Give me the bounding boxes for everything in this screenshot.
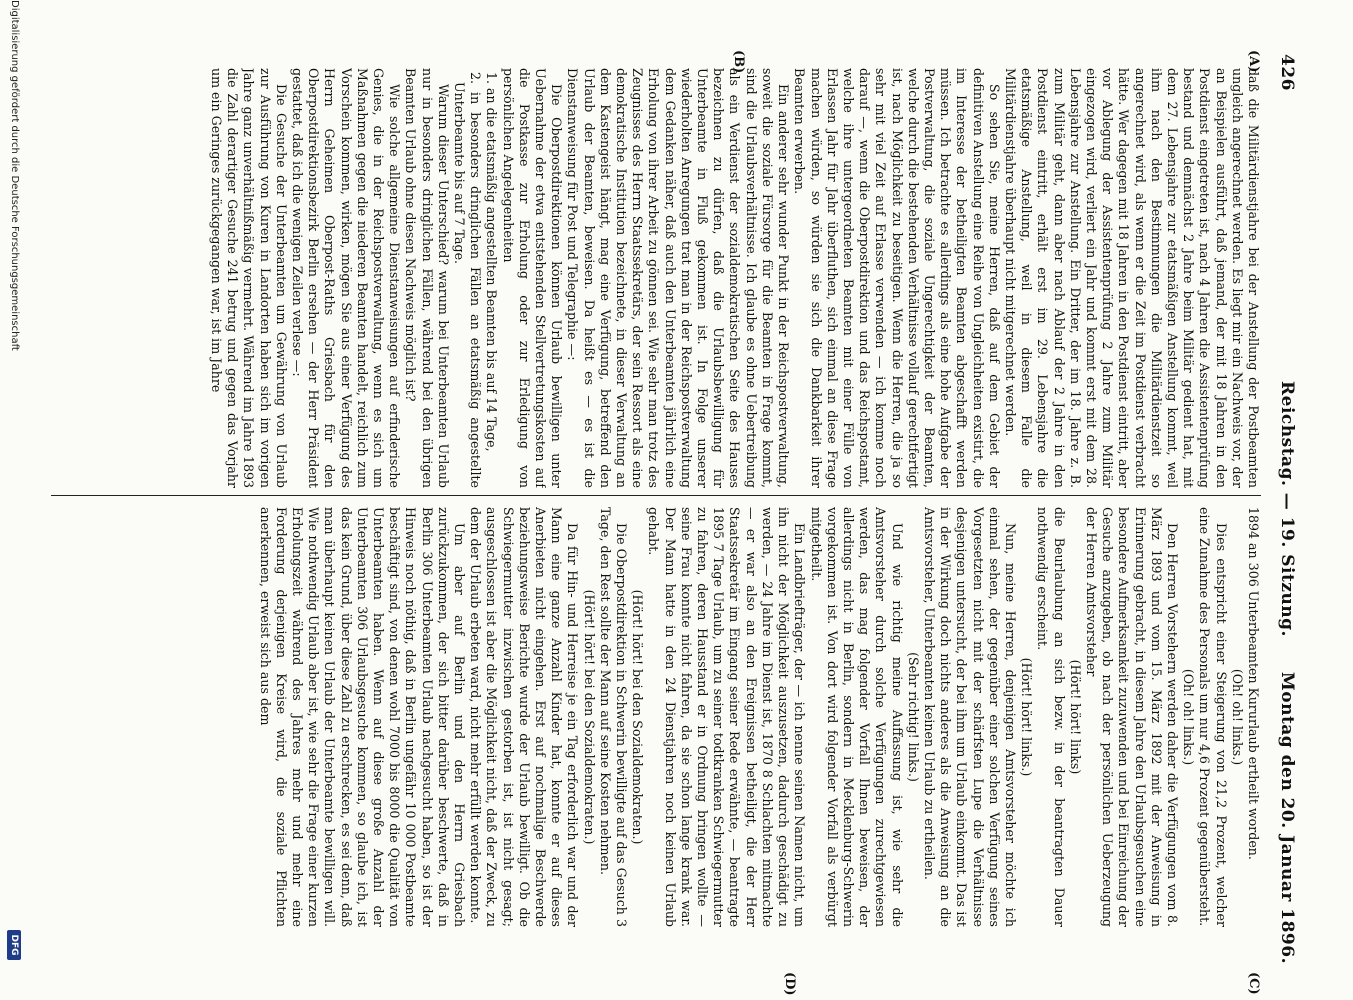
- interjection: (Oh! oh! links.): [1181, 668, 1197, 766]
- margin-marker-a: (A): [1246, 50, 1261, 73]
- paragraph: Nun, meine Herren, denjenigen Amtsvorsteher möchte ich einmal sehen, der gegenüber einer solchen Verfügung seines Vorgesetzten nicht mit der schärfsten Lupe die Verhältnisse desjenigen untersucht, der bei ihm um Urlaub einkommt. Das ist in der Wirkung doch nichts anderes als die Anweisung an die Amtsvorsteher, Unterbeamten keinen Urlaub zu ertheilen.: [921, 507, 1018, 927]
- regulation-item-1: 1. an die etatsmäßig angestellten Beamten bis auf 14 Tage,: [484, 72, 500, 452]
- interjection: (Hört! hört! bei den Sozialdemokraten.): [630, 589, 646, 845]
- interjection: (Sehr richtig! links.): [905, 652, 921, 782]
- paragraph: Da für Hin- und Herreise je ein Tag erforderlich war und der Mann eine ganze Anzahl Kinder hat, konnte er auf dieses Anerbieten nicht eingehen. Erst auf nochmalige Beschwerde beziehungsweise Berichte wurde der Urlaub bewilligt. Ob die Schwiegermutter inzwischen gestorben ist, ist nicht gesagt; ausgeschlossen ist aber die Möglichkeit nicht, daß der Zweck, zu dem der Urlaub erbeten ward, nicht mehr erfüllt werden konnte.: [468, 507, 581, 927]
- regulation-item-2: 2. in besonders dringlichen Fällen an etatsmäßig angestellte Unterbeamte bis auf 7 Tage.: [452, 72, 484, 488]
- paragraph: Und wie richtig meine Auffassung ist, wie sehr die Amtsvorsteher durch solche Verfügungen zurechtgewiesen werden, das mag folgender Vorfall Ihnen beweisen, der allerdings nicht in Berlin, sondern in Mecklenburg-Schwerin vorgekommen ist. Von dort wird folgender Vorfall als verbürgt mitgetheilt.: [808, 507, 905, 927]
- session-date: Montag den 20. Januar 1896.: [1277, 671, 1297, 964]
- interjection: (Hört! hört! links): [1067, 659, 1083, 775]
- credit-text: Digitalisierung gefördert durch die Deutsche Forschungsgemeinschaft: [9, 0, 20, 351]
- margin-marker-c: (C): [1246, 972, 1261, 995]
- paragraph: 1894 an 306 Unterbeamten Kururlaub ertheilt worden.: [1246, 507, 1261, 860]
- paragraph: Ein Landbriefträger, der — ich nenne seinen Namen nicht, um ihn nicht der Möglichkeit auszusetzen, dadurch geschädigt zu werden, — 24 Jahre im Dienst ist, 1870 8 Schlachten mitmachte — er war also an den Ereignissen betheiligt, die der Herr Staatssekretär im Eingang seiner Rede erwähnte, — beantragte 1895 7 Tage Urlaub, um zu seiner todtkranken Schwiegermutter zu fahren, deren Hausstand er in Ordnung bringen wollte — seine Frau konnte nicht fahren, da sie schon lange krank war. Der Mann hatte in den 24 Dienstjahren noch keinen Urlaub gehabt.: [646, 507, 808, 927]
- interjection: (Hört! hört! links.): [1019, 657, 1035, 777]
- column-divider: [51, 495, 1261, 496]
- quoted-regulation: Die Oberpostdirektionen können Urlaub bewilligen unter Uebernahme der etwa entstehenden Stellvertretungskosten auf die Postkasse zur Erholung oder zur Erledigung von persönlichen Angelegenheiten: [500, 68, 565, 488]
- paragraph: Dies entspricht einer Steigerung von 21,2 Prozent, welcher eine Zunahme des Personals um nur 4,6 Prozent gegenübersteht.: [1197, 507, 1229, 927]
- paragraph: Warum dieser Unterschied? warum bei Unterbeamten Urlaub nur in besonders dringlichen Fällen, während bei den übrigen Beamten Urlaub ohne diesen Nachweis möglich ist?: [403, 68, 451, 488]
- paragraph: So sehen Sie, meine Herren, daß auf dem Gebiet der definitiven Anstellung eine Reihe von Ungleichheiten existirt, die im Interesse der betheiligten Beamten abgeschafft werden müssen. Ich betrachte es allerdings als eine hohe Aufgabe der Postverwaltung, die soziale Ungerechtigkeit der Beamten, welche durch die bestehenden Verhältnisse vollauf gerechtfertigt ist, nach Möglichkeit zu beseitigen. Wenn die Herren, die ja so sehr mit viel Zeit auf Erlasse verwenden — ich komme noch darauf —, wenn die Oberpostdirektion und das Reichspostamt, welche ihre untergeordneten Beamten mit einer Fülle von Erlassen Jahr für Jahr überfluthen, sich einmal an diese Frage machen würden, so würden sie sich die Dankbarkeit ihrer Beamten erwerben.: [792, 68, 1002, 488]
- paragraph: Ein anderer sehr wunder Punkt in der Reichspostverwaltung, soweit die soziale Fürsorge für die Beamten in Frage kommt, sind die Urlaubsverhältnisse. Ich glaube es ohne Uebertreibung als ein Verdienst der sozialdemokratischen Seite des Hauses bezeichnen zu dürfen, daß die Urlaubsbewilligung für Unterbeamte in Fluß gekommen ist. In Folge unserer wiederholten Anregungen trat man in der Reichspostverwaltung dem Gedanken näher, daß auch den Unterbeamten jährlich eine Erholung von ihrer Arbeit zu gönnen sei. Wie sehr man trotz des Zeugnisses des Herrn Staatssekretärs, der sein Ressort als eine demokratische Institution bezeichnete, in dieser Verwaltung an dem Kastengeist hängt, mag eine Verfügung, betreffend den Urlaub der Beamten, beweisen. Da heißt es — es ist die Dienstanweisung für Post und Telegraphie —:: [565, 68, 792, 488]
- interjection: (Hört! hört! bei den Sozialdemokraten.): [581, 589, 597, 845]
- right-text-column: [31, 507, 1261, 927]
- dfg-logo: DFG: [7, 930, 21, 960]
- running-title: Reichstag. — 19. Sitzung.: [1277, 381, 1297, 637]
- margin-marker-d: (D): [782, 972, 797, 996]
- paragraph: Um aber auf Berlin und den Herrn Griesbach zurückzukommen, der sich bitter darüber beschwerte, daß in Berlin 306 Unterbeamten Urlaub nachgesucht haben, so ist der Hinweis noch nöthig, daß in Berlin ungefähr 10 000 Postbeamte beschäftigt sind, von denen wohl 7000 bis 8000 die Qualität von Unterbeamten haben. Wenn auf diese große Anzahl der Unterbeamten 306 Urlaubsgesuche kommen, so glaube ich, ist das kein Grund, über diese Zahl zu erschrecken, es sei denn, daß man überhaupt keinen Urlaub der Unterbeamte bewilligen will. Wie nothwendig Urlaub aber ist, wie sehr die Frage einer kurzen Erholungszeit während des Jahres mehr und mehr eine Forderung derjenigen Kreise wird, die soziale Pflichten anerkennen, erweist sich aus dem: [257, 507, 468, 927]
- interjection: (Oh! oh! links.): [1229, 668, 1245, 766]
- paragraph: daß die Militärdienstjahre bei der Anstellung der Postbeamten ungleich angerechnet werden. Es liegt mir ein Nachweis vor, der an Beispielen ausführt, daß jemand, der mit 18 Jahren in den Postdienst eingetreten ist, nach 4 Jahren die Assistentenprüfung bestand und demnächst 2 Jahre beim Militär gedient hat, mit dem 27. Lebensjahre zur etatsmäßigen Anstellung kommt, weil ihm nach den Bestimmungen die Militärdienstzeit so angerechnet wird, als wenn er die Zeit im Postdienst verbracht hätte. Wer dagegen mit 18 Jahren in den Postdienst eintritt, aber vor Ablegung der Assistentenprüfung 2 Jahre zum Militär eingezogen wird, verliert ein Jahr und kommt erst mit dem 28. Lebensjahre zur Anstellung. Ein Dritter, der im 18. Jahre z. B. zum Militär geht, dann aber nach Ablauf der 2 Jahre in den Postdienst eintritt, erhält erst im 29. Lebensjahre die etatsmäßige Anstellung, weil in diesem Falle die Militärdienstjahre überhaupt nicht mitgerechnet werden.: [1002, 68, 1261, 488]
- quoted-decree: Die Gesuche der Unterbeamten um Gewährung von Urlaub zur Ausführung von Kuren in Landorten haben sich im vorigen Jahre ganz unverhältnißmäßig vermehrt. Während im Jahre 1893 die Zahl derartiger Gesuche 241 betrug und gegen das Vorjahr um ein Geringes zurückgegangen war, ist im Jahre: [209, 68, 289, 488]
- digitization-credit: [3, 0, 23, 1000]
- paragraph: Die Oberpostdirektion in Schwerin bewilligte auf das Gesuch 3 Tage, den Rest sollte der Mann auf seine Kosten nehmen.: [597, 507, 630, 927]
- paragraph: die Beurlaubung an sich bezw. in der beantragten Dauer nothwendig erscheint.: [1035, 507, 1067, 927]
- page-number: 426: [1277, 54, 1297, 91]
- paragraph: Wie solche allgemeine Dienstanweisungen auf erfinderische Genies, die in der Reichspostverwaltung, wenn es sich um Maßnahmen gegen die niederen Beamten handelt, reichlich zum Vorschein kommen, wirken, mögen Sie aus einer Verfügung des Herrn Geheimen Oberpost-Raths Griesbach für den Oberpostdirektionsbezirk Berlin ersehen — der Herr Präsident gestattet, daß ich die wenigen Zeilen verlese —:: [290, 68, 403, 488]
- margin-marker-b: (B): [731, 50, 746, 74]
- left-text-column: [31, 68, 1261, 488]
- paragraph: Den Herren Vorstehern werden daher die Verfügungen vom 8. März 1893 und vom 15. März 1892 mit der Anweisung in Erinnerung gebracht, in diesem Jahre den Urlaubsgesuchen eine besondere Aufmerksamkeit zuzuwenden und bei Einreichung der Gesuche anzugeben, ob nach der persönlichen Ueberzeugung der Herren Amtsvorsteher: [1083, 507, 1180, 927]
- page-header: [1273, 54, 1301, 964]
